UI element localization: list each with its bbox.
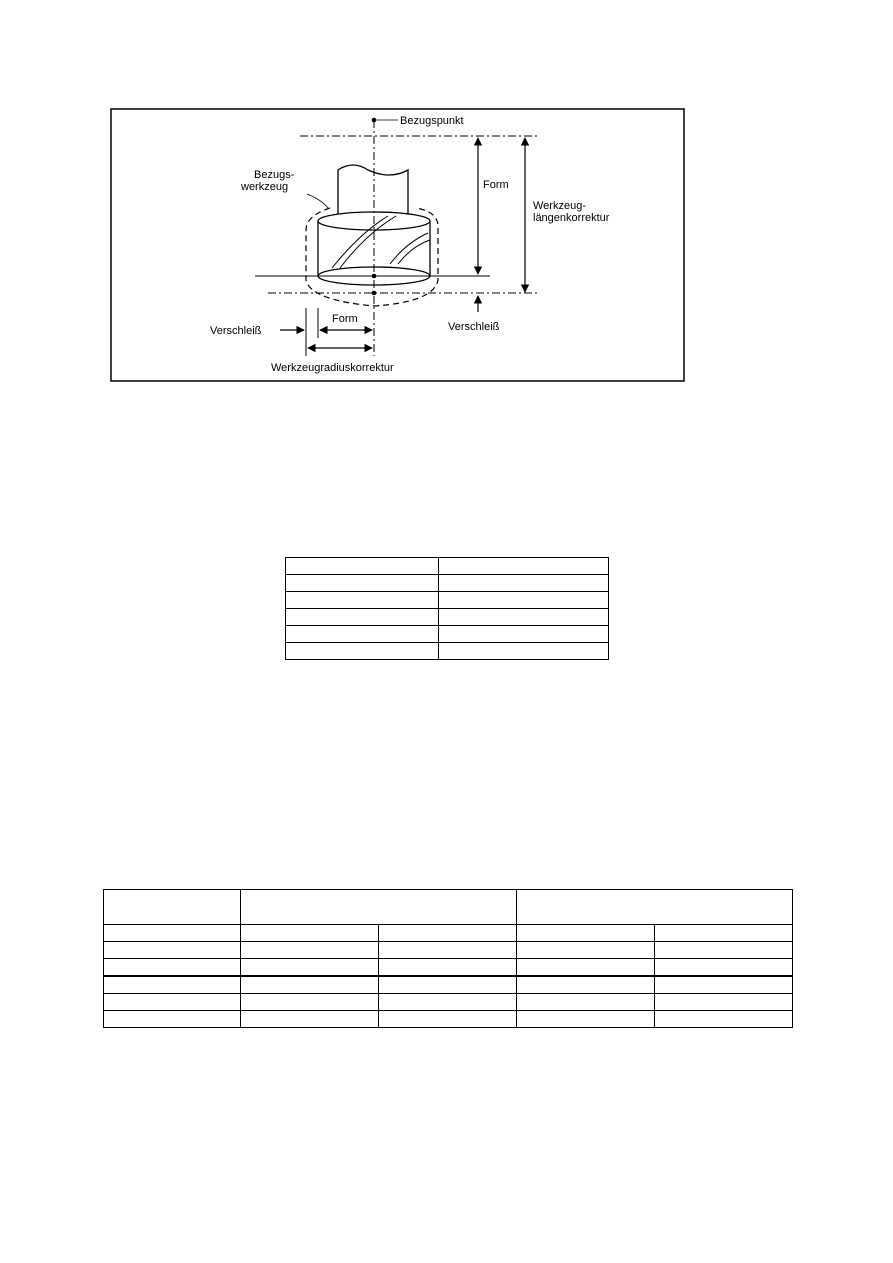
table-row <box>104 994 793 1011</box>
table-cell <box>517 959 655 977</box>
table-cell <box>104 976 241 994</box>
table-cell <box>241 942 379 959</box>
table-cell <box>241 1011 379 1028</box>
table-header-group <box>241 890 517 925</box>
table-cell <box>241 976 379 994</box>
table-cell <box>104 994 241 1011</box>
table-cell <box>439 609 609 626</box>
table-cell <box>286 558 439 575</box>
table-cell <box>517 994 655 1011</box>
label-verschleiss-right: Verschleiß <box>448 321 500 333</box>
table-cell <box>286 575 439 592</box>
table-cell <box>655 976 793 994</box>
table-row <box>286 558 609 575</box>
table-cell <box>655 1011 793 1028</box>
table-row <box>104 925 793 942</box>
cutter-flute-1 <box>332 216 388 268</box>
table-row <box>104 942 793 959</box>
label-bezugswerkzeug-2: werkzeug <box>241 181 289 193</box>
label-radiuskorrektur: Werkzeugradiuskorrektur <box>271 362 394 374</box>
table-cell <box>104 925 241 942</box>
label-form-vertical: Form <box>483 179 509 191</box>
table-cell <box>439 626 609 643</box>
table-cell <box>286 609 439 626</box>
table-cell <box>286 626 439 643</box>
tool-correction-figure <box>110 108 685 382</box>
table-cell <box>241 994 379 1011</box>
label-bezugswerkzeug-1: Bezugs- <box>254 169 295 181</box>
table-cell <box>655 942 793 959</box>
table-cell <box>379 959 517 977</box>
table-header-group <box>517 890 793 925</box>
label-laengenkorrektur-1: Werkzeug- <box>533 200 586 212</box>
table-row <box>286 643 609 660</box>
table-cell <box>439 643 609 660</box>
label-form-horizontal: Form <box>332 313 358 325</box>
table-cell <box>241 925 379 942</box>
table-cell <box>439 558 609 575</box>
table-cell <box>517 1011 655 1028</box>
table-row <box>286 575 609 592</box>
table-row <box>104 1011 793 1028</box>
table-cell <box>439 575 609 592</box>
table-cell <box>286 643 439 660</box>
table-cell <box>517 976 655 994</box>
table-cell <box>241 959 379 977</box>
cutter-flute-2 <box>390 233 428 264</box>
table-cell <box>379 976 517 994</box>
table-row <box>104 959 793 977</box>
table-header-cell <box>104 890 241 925</box>
table-row <box>104 976 793 994</box>
table-cell <box>379 994 517 1011</box>
label-verschleiss-left: Verschleiß <box>210 325 262 337</box>
table-cell <box>286 592 439 609</box>
table-cell <box>104 1011 241 1028</box>
table-cell <box>104 959 241 977</box>
table-correction-memory <box>103 889 793 1028</box>
label-laengenkorrektur-2: längenkorrektur <box>533 212 610 224</box>
tool-shank <box>338 165 408 214</box>
table-cell <box>379 925 517 942</box>
table-row <box>286 626 609 643</box>
figure-frame <box>111 109 684 381</box>
table-cell <box>104 942 241 959</box>
table-cell <box>517 942 655 959</box>
table-cell <box>379 1011 517 1028</box>
reference-tool-outline <box>306 208 438 306</box>
table-cell <box>439 592 609 609</box>
table-cell <box>655 925 793 942</box>
table-cell <box>655 959 793 977</box>
table-cell <box>655 994 793 1011</box>
label-bezugspunkt: Bezugspunkt <box>400 115 464 127</box>
table-cell <box>379 942 517 959</box>
table-row <box>286 609 609 626</box>
table-cell <box>517 925 655 942</box>
table-row <box>286 592 609 609</box>
table-header-row <box>104 890 793 925</box>
table-offset-values <box>285 557 609 660</box>
